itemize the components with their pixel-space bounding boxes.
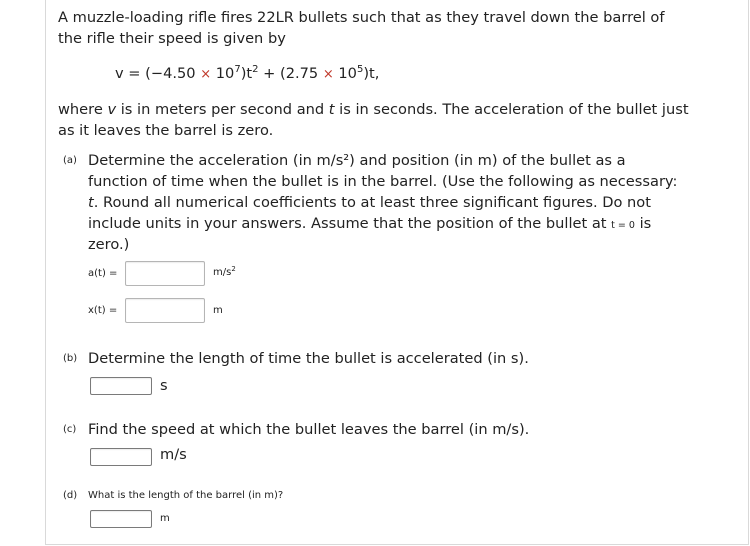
part-b-text: Determine the length of time the bullet is accelerated (in s). (88, 350, 529, 367)
part-a-line-4: include units in your answers. Assume that the position of the bullet at t = 0 is (88, 215, 652, 232)
velocity-equation: $v = (-4.50 \times 10^7)t^2 + (2.75 \times 10^5)t$, (115, 64, 380, 82)
a-of-t-label: a(t) = (88, 268, 118, 279)
part-a-label: (a) (63, 155, 77, 166)
part-a-line-1: Determine the acceleration (in m/s²) and position (in m) of the bullet as a (88, 152, 626, 169)
position-unit: m (213, 305, 223, 316)
acceleration-unit: $m/s^2$ (213, 265, 236, 278)
acceleration-input[interactable] (125, 261, 205, 286)
speed-unit: m/s (160, 446, 187, 463)
part-a-line-5: zero.) (88, 236, 130, 253)
barrel-length-unit: m (160, 513, 170, 524)
part-b-label: (b) (63, 353, 78, 364)
part-d-label: (d) (63, 490, 78, 501)
intro-line-2: the rifle their speed is given by (58, 30, 286, 47)
position-input[interactable] (125, 298, 205, 323)
time-unit: s (160, 377, 168, 394)
where-line-2: as it leaves the barrel is zero. (58, 122, 274, 139)
part-a-line-3: t. Round all numerical coefficients to at least three significant figures. Do not (88, 194, 651, 211)
barrel-length-input[interactable] (90, 510, 152, 528)
times-sign: × (200, 67, 212, 82)
part-c-text: Find the speed at which the bullet leaves the barrel (in m/s). (88, 421, 530, 438)
part-c-label: (c) (63, 424, 77, 435)
part-d-text: What is the length of the barrel (in m)? (88, 490, 284, 501)
intro-line-1: A muzzle-loading rifle fires 22LR bullets such that as they travel down the barrel of (58, 9, 665, 26)
time-input[interactable] (90, 377, 152, 395)
times-sign: × (322, 67, 334, 82)
x-of-t-label: x(t) = (88, 305, 118, 316)
part-a-line-2: function of time when the bullet is in the barrel. (Use the following as necessary: (88, 173, 678, 190)
where-line-1: where v is in meters per second and t is in seconds. The acceleration of the bullet just (58, 101, 689, 118)
speed-input[interactable] (90, 448, 152, 466)
